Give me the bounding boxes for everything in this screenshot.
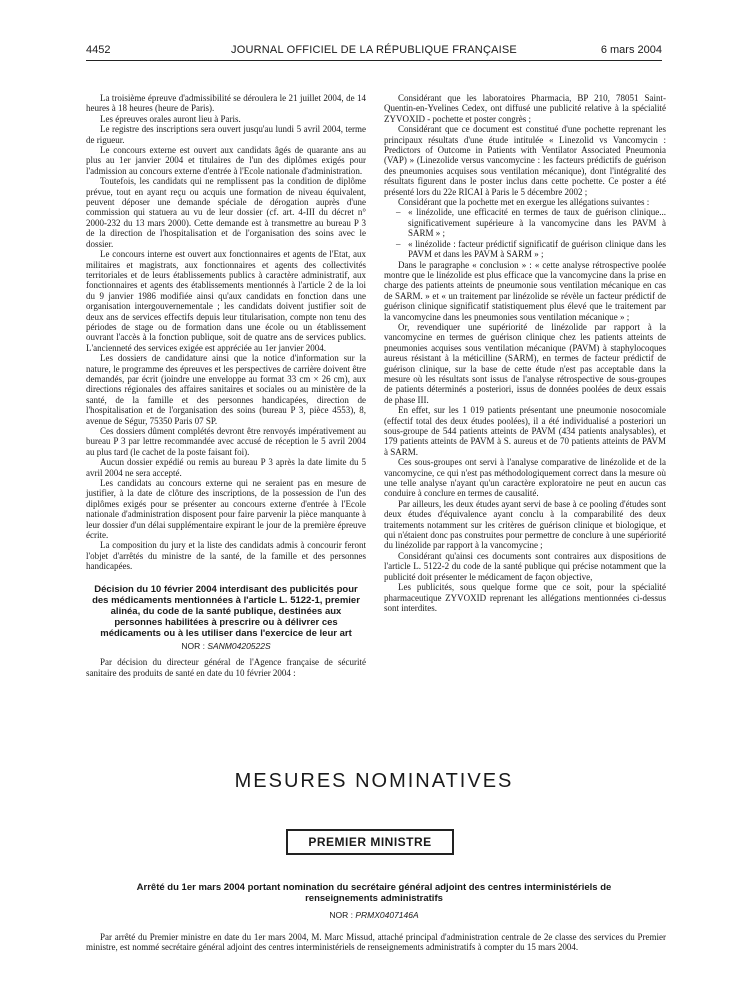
paragraph: Les candidats au concours externe qui ne seraient pas en mesure de justifier, à la date de clôture des inscriptions, de la possession de l'un des diplômes exigés pour se présenter au concours externe d'entrée à l'Ecole nationale d'administration disposent pour faire parvenir la pièce manquante à leur dossier d'un délai supplémentaire expirant le jour de la première épreuve écrite. <box>86 478 366 541</box>
nor-code: PRMX0407146A <box>355 910 419 920</box>
paragraph: Ces dossiers dûment complétés devront être renvoyés impérativement au bureau P 3 par lettre recommandée avec accusé de réception le 5 avril 2004 au plus tard (le cachet de la poste faisant foi). <box>86 426 366 457</box>
paragraph: La composition du jury et la liste des candidats admis à concourir feront l'objet d'arrêtés du ministre de la santé, de la famille et des personnes handicapées. <box>86 540 366 572</box>
claim-item: – « linézolide, une efficacité en termes de taux de guérison clinique... significativement supérieure à la vancomycine dans les PAVM à SARM » ; <box>398 207 666 238</box>
paragraph: Dans le paragraphe « conclusion » : « cette analyse rétrospective poolée montre que le linézolide est plus efficace que la vancomycine dans la prise en charge des patients atteints de pneumonie sous ventilation mécanique en cas de SARM. » et « un traitement par linézolide se révèle un facteur prédictif de guérison clinique significatif statistiquement plus élevé que le traitement par la vancomycine dans les pneumonies sous ventilation mécanique » ; <box>384 259 666 322</box>
journal-title: JOURNAL OFFICIEL DE LA RÉPUBLIQUE FRANÇAISE <box>231 44 517 56</box>
paragraph: Le concours interne est ouvert aux fonctionnaires et agents de l'Etat, aux militaires et magistrats, aux fonctionnaires et agents des collectivités territoriales et de leurs établissements publics à caractère administratif, aux fonctionnaires et agents des établissements mentionnés à l'article 2 de la loi du 9 janvier 1986 modifiée ainsi qu'aux candidats en fonction dans une organisation intergouvernementale ; les candidats doivent justifier soit de deux ans de services effectifs depuis leur titularisation, compte non tenu des périodes de stage ou de formation dans une école ou un établissement ouvrant l'accès à la fonction publique, soit de quatre ans de services publics. L'ancienneté des services exigée est appréciée au 1er janvier 2004. <box>86 249 366 353</box>
paragraph: Toutefois, les candidats qui ne remplissent pas la condition de diplôme prévue, tout en ayant reçu ou acquis une formation de niveau équivalent, peuvent déposer une demande spéciale de dérogation auprès d'une commission qui statuera au vu de leur dossier (cf. art. 4-III du décret n° 2000-232 du 13 mars 2000). Cette demande est à transmettre au bureau P 3 de la direction de l'hospitalisation et de l'organisation des soins avec le dossier. <box>86 176 366 249</box>
arrete-body: Par arrêté du Premier ministre en date du 1er mars 2004, M. Marc Missud, attaché principal d'administration centrale de 2e classe des services du Premier ministre, est nommé secrétaire général adjoint des centres interministériels de renseignements administratifs à compter du 15 mars 2004. <box>86 932 666 953</box>
ministry-box: PREMIER MINISTRE <box>286 829 454 855</box>
decision-nor <box>86 641 366 651</box>
claims-list <box>384 207 666 259</box>
paragraph: Les publicités, sous quelque forme que ce soit, pour la spécialité pharmaceutique ZYVOXID reprenant les allégations mentionnées ci-dessus sont interdites. <box>384 582 666 613</box>
paragraph: Ces sous-groupes ont servi à l'analyse comparative de linézolide et de la vancomycine, ce qui n'est pas méthodologiquement correct dans la mesure où une telle analyse n'ayant qu'un caractère exploratoire ne peut en aucun cas conduire à conclure en termes de causalité. <box>384 457 666 499</box>
nor-code: SANM0420522S <box>207 640 271 651</box>
paragraph: Or, revendiquer une supériorité de linézolide par rapport à la vancomycine en termes de guérison clinique chez les patients atteints de pneumonies acquises sous ventilation mécanique (PAVM) à staphylocoques aureus résistant à la méticilline (SARM), en termes de facteur prédictif de guérison clinique, sur la base de cette étude n'est pas acceptable dans la mesure où les résultats sont issus de l'analyse rétrospective de sous-groupes de patients déterminés a posteriori, issus de données poolées de deux essais de phase III. <box>384 321 666 405</box>
paragraph: Par ailleurs, les deux études ayant servi de base à ce pooling d'études sont deux études d'équivalence ayant conclu à la comparabilité des deux traitements notamment sur les critères de guérison clinique et biologique, et qui n'étaient donc pas construites pour permettre de conclure à une supériorité du linézolide par rapport à la vancomycine ; <box>384 498 666 551</box>
paragraph: Les dossiers de candidature ainsi que la notice d'information sur la nature, le programme des épreuves et les perspectives de carrière doivent être demandés, par écrit (joindre une enveloppe au format 33 cm × 26 cm), aux directions régionales des affaires sanitaires et sociales ou au ministère de la santé, de la famille et des personnes handicapées, direction de l'hospitalisation et de l'organisation des soins (bureau P 3, pièce 4553), 8, avenue de Ségur, 75350 Paris 07 SP. <box>86 353 366 426</box>
paragraph: Considérant que ce document est constitué d'une pochette reprenant les principaux résultats d'une étude intitulée « Linezolid vs Vancomycin : Predictors of Outcome in Patients with Ventilator Associated Pneumonia (VAP) » (Linezolide versus vancomycine : les facteurs prédictifs de guérison des pneumonies acquises sous ventilation mécanique), dont l'intégralité des résultats figurent dans le poster inclus dans cette pochette. Ce poster a été présenté lors du 22e RICAI à Paris le 5 décembre 2002 ; <box>384 124 666 197</box>
claim-item: – « linézolide : facteur prédictif significatif de guérison clinique dans les PAVM et dans les PAVM à SARM » ; <box>398 239 666 260</box>
page-header <box>86 44 662 60</box>
paragraph: Les épreuves orales auront lieu à Paris. <box>100 113 241 124</box>
paragraph: Aucun dossier expédié ou remis au bureau P 3 après la date limite du 5 avril 2004 ne sera accepté. <box>86 457 366 478</box>
header-rule <box>86 60 662 61</box>
nor-label: NOR : <box>181 640 205 651</box>
issue-date: 6 mars 2004 <box>600 44 662 56</box>
paragraph: En effet, sur les 1 019 patients présentant une pneumonie nosocomiale (effectif total des deux études poolées), il a été individualisé a posteriori un sous-groupe de 544 patients atteints de PAVM (434 patients analysables), et 179 patients atteints de PAVM à S. aureus et de 70 patients atteints de PAVM à SARM. <box>384 405 666 457</box>
decision-title: Décision du 10 février 2004 interdisant des publicités pour des médicaments mentionnées à l'article L. 5122-1, premier alinéa, du code de la santé publique, destinées aux personnes habilitées à prescrire ou à délivrer ces médicaments ou à les utiliser dans l'exercice de leur art <box>92 583 360 639</box>
section-title: MESURES NOMINATIVES <box>234 770 514 792</box>
paragraph: Considérant que les laboratoires Pharmacia, BP 210, 78051 Saint-Quentin-en-Yvelines Cedex, ont diffusé une publicité relative à la spécialité ZYVOXID - pochette et poster congrès ; <box>384 93 666 124</box>
arrete-title: Arrêté du 1er mars 2004 portant nomination du secrétaire général adjoint des centres interministériels de renseignements administratifs <box>136 882 612 904</box>
right-column <box>384 93 666 613</box>
paragraph: Considérant qu'ainsi ces documents sont contraires aux dispositions de l'article L. 5122-2 du code de la santé publique qui précise notamment que la publicité doit présenter le médicament de façon objective, <box>384 550 666 582</box>
paragraph: La troisième épreuve d'admissibilité se déroulera le 21 juillet 2004, de 14 heures à 18 heures (heure de Paris). <box>86 93 366 114</box>
arrete-nor <box>0 910 748 920</box>
decision-intro: Par décision du directeur général de l'Agence française de sécurité sanitaire des produits de santé en date du 10 février 2004 : <box>86 657 366 678</box>
nor-label: NOR : <box>329 910 353 920</box>
paragraph: Le concours externe est ouvert aux candidats âgés de quarante ans au plus au 1er janvier 2004 et titulaires de l'un des diplômes exigés pour l'admission au concours externe d'entrée à l'Ecole nationale d'administration. <box>86 145 366 176</box>
paragraph: Considérant que la pochette met en exergue les allégations suivantes : <box>398 197 650 208</box>
left-column <box>86 93 366 678</box>
page-number: 4452 <box>86 44 111 56</box>
paragraph: Le registre des inscriptions sera ouvert jusqu'au lundi 5 avril 2004, terme de rigueur. <box>86 124 366 145</box>
